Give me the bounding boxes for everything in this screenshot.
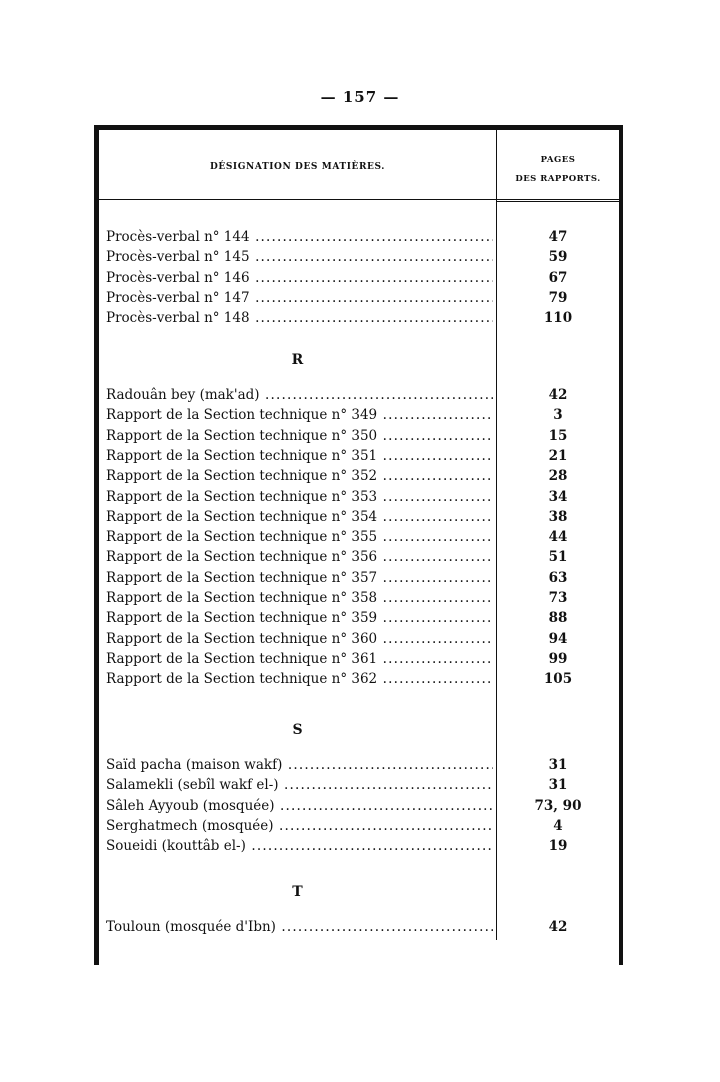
- pages-header: [497, 148, 619, 186]
- index-row: [106, 669, 619, 689]
- entry-label: Procès-verbal n° 144 .....: [106, 227, 493, 247]
- entry-page: 19: [548, 838, 568, 855]
- page-number: — 157 —: [320, 88, 400, 106]
- index-row: [106, 588, 619, 608]
- entry-label: Rapport de la Section technique n° 355 .....: [106, 527, 493, 547]
- entry-page: 88: [548, 610, 568, 627]
- entry-page: 31: [548, 757, 568, 773]
- entry-page: 73, 90: [534, 797, 582, 814]
- index-row: [106, 385, 619, 405]
- index-row: [106, 308, 619, 328]
- entry-label: Procès-verbal n° 145 .....: [106, 247, 493, 267]
- entry-page: 3: [553, 407, 563, 424]
- entry-page: 110: [543, 310, 573, 327]
- entry-page: 44: [548, 529, 568, 546]
- index-row: [106, 527, 619, 547]
- index-row: [106, 568, 619, 588]
- entry-page: 79: [548, 289, 568, 306]
- section-letter-t: T: [292, 884, 303, 900]
- entry-page: 21: [548, 447, 568, 464]
- entry-label: Rapport de la Section technique n° 361 .....: [106, 649, 493, 669]
- entry-label: Salamekli (sebîl wakf el-) .....: [106, 775, 493, 795]
- entry-page: 73: [548, 590, 568, 606]
- index-row: [106, 268, 619, 288]
- entry-label: Rapport de la Section technique n° 351 .....: [106, 446, 493, 466]
- entry-label: Rapport de la Section technique n° 362 .....: [106, 669, 493, 689]
- entry-page: 42: [548, 919, 568, 935]
- entry-page: 51: [548, 549, 568, 566]
- index-row: [106, 917, 619, 937]
- index-row: [106, 247, 619, 267]
- entry-page: 105: [543, 671, 573, 688]
- entry-label: Rapport de la Section technique n° 358 .....: [106, 588, 493, 608]
- entry-page: 94: [548, 630, 568, 647]
- entry-page: 67: [548, 269, 568, 286]
- section-letter-r: R: [291, 352, 304, 368]
- index-row: [106, 816, 619, 836]
- entry-label: Touloun (mosquée d'Ibn) .....: [106, 917, 493, 937]
- entry-label: Rapport de la Section technique n° 354 .....: [106, 507, 493, 527]
- entry-label: Procès-verbal n° 148 .....: [106, 308, 493, 328]
- entry-label: Rapport de la Section technique n° 352 .....: [106, 466, 493, 486]
- index-row: [106, 426, 619, 446]
- entry-label: Radouân bey (mak'ad) .....: [106, 385, 493, 405]
- table-right-border: [619, 125, 623, 965]
- entry-label: Sâleh Ayyoub (mosquée) .....: [106, 796, 493, 816]
- entry-page: 15: [548, 427, 568, 444]
- index-row: [106, 608, 619, 628]
- entry-page: 59: [548, 249, 568, 266]
- entry-label: Procès-verbal n° 147 .....: [106, 288, 493, 308]
- pages-header-line2: DES RAPPORTS.: [515, 174, 601, 184]
- entry-label: Rapport de la Section technique n° 357 .....: [106, 568, 493, 588]
- index-row: [106, 405, 619, 425]
- pages-header-line1: PAGES: [540, 155, 576, 165]
- entry-page: 47: [548, 229, 568, 245]
- designation-header: DÉSIGNATION DES MATIÈRES.: [209, 162, 386, 172]
- entry-label: Rapport de la Section technique n° 356 .....: [106, 547, 493, 567]
- entry-label: Soueidi (kouttâb el-) .....: [106, 836, 493, 856]
- header-rule: [99, 199, 619, 200]
- entry-label: Rapport de la Section technique n° 359 .....: [106, 608, 493, 628]
- entry-page: 63: [548, 569, 568, 586]
- index-row: [106, 775, 619, 795]
- table-left-border: [94, 125, 99, 965]
- entry-page: 42: [548, 387, 568, 403]
- index-row: [106, 547, 619, 567]
- entry-label: Rapport de la Section technique n° 353 .....: [106, 487, 493, 507]
- index-row: [106, 629, 619, 649]
- index-row: [106, 288, 619, 308]
- entry-page: 99: [548, 650, 568, 667]
- entry-label: Rapport de la Section technique n° 360 .....: [106, 629, 493, 649]
- index-row: [106, 649, 619, 669]
- index-row: [106, 755, 619, 775]
- entry-page: 4: [553, 817, 563, 834]
- section-letter-s: S: [292, 722, 303, 738]
- index-row: [106, 466, 619, 486]
- entry-label: Saïd pacha (maison wakf) .....: [106, 755, 493, 775]
- entry-page: 34: [548, 488, 568, 505]
- entry-label: Rapport de la Section technique n° 349 .....: [106, 405, 493, 425]
- index-row: [106, 507, 619, 527]
- entry-label: Rapport de la Section technique n° 350 .....: [106, 426, 493, 446]
- entry-page: 31: [548, 777, 568, 794]
- entry-page: 38: [548, 508, 568, 525]
- entry-label: Procès-verbal n° 146 .....: [106, 268, 493, 288]
- entry-label: Serghatmech (mosquée) .....: [106, 816, 493, 836]
- index-row: [106, 227, 619, 247]
- index-row: [106, 836, 619, 856]
- entry-page: 28: [548, 468, 568, 485]
- index-row: [106, 446, 619, 466]
- index-row: [106, 487, 619, 507]
- index-row: [106, 796, 619, 816]
- header-rule-double: [497, 201, 619, 202]
